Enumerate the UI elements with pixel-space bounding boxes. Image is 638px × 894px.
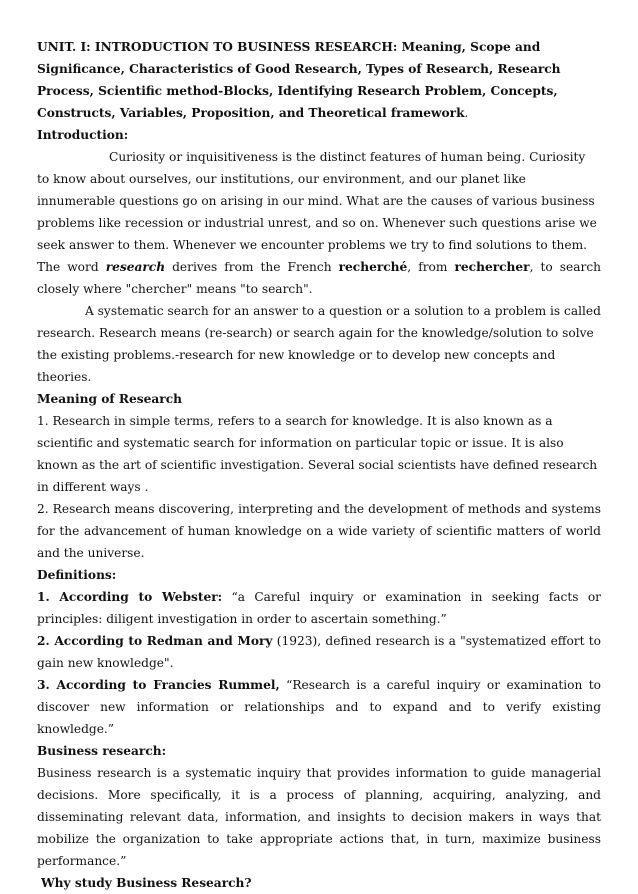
etymology-mid1: derives from the French bbox=[165, 260, 339, 274]
why-study-heading: Why study Business Research? bbox=[41, 876, 252, 890]
unit-heading-main: UNIT. I: INTRODUCTION TO BUSINESS RESEARCH: Meaning, Scope and Significance, Characteristics of Good Research, Types of Research, Research Process, Scientific method-Blocks, Identifying Research Problem, Concepts, Constructs, Variables, Proposition, and Theoretical framework bbox=[37, 40, 561, 120]
etymology-paragraph bbox=[37, 256, 601, 300]
definitions-heading: Definitions: bbox=[37, 568, 117, 582]
business-research-heading: Business research: bbox=[37, 744, 167, 758]
definition-redman-mory bbox=[37, 630, 601, 674]
definition-webster-text: “a Careful inquiry or examination in seeking facts or principles: diligent investigation in order to ascertain something.” bbox=[37, 590, 601, 626]
definition-rummel bbox=[37, 674, 601, 740]
definition-redman-mory-text: (1923), defined research is a "systematized effort to gain new knowledge". bbox=[37, 634, 602, 670]
business-research-paragraph: Business research is a systematic inquiry that provides information to guide managerial decisions. More specifically, it is a process of planning, acquiring, analyzing, and disseminating relevant data, information, and insights to decision makers in ways that mobilize the organization to take appropriate actions that, in turn, maximize business performance.” bbox=[37, 766, 601, 868]
unit-heading bbox=[37, 36, 601, 124]
systematic-search-paragraph: A systematic search for an answer to a question or a solution to a problem is called research. Research means (re-search) or search again for the knowledge/solution to solve the existing problems.-research for new knowledge or to develop new concepts and theories. bbox=[37, 304, 601, 384]
unit-heading-tail: . bbox=[464, 106, 469, 120]
etymology-term-rechercher: rechercher bbox=[454, 260, 530, 274]
meaning-heading: Meaning of Research bbox=[37, 392, 182, 406]
introduction-heading: Introduction: bbox=[37, 128, 129, 142]
meaning-item-1: 1. Research in simple terms, refers to a search for knowledge. It is also known as a scientific and systematic search for information on particular topic or issue. It is also known as the art of scientific investigation. Several social scientists have defined research in different ways . bbox=[37, 414, 598, 494]
etymology-term-research: research bbox=[105, 260, 166, 274]
etymology-suffix: , to search closely where "chercher" means "to search". bbox=[37, 260, 602, 296]
introduction-paragraph: Curiosity or inquisitiveness is the distinct features of human being. Curiosity to know about ourselves, our institutions, our environment, and our planet like innumerable questions go on arising in our mind. What are the causes of various business problems like recession or industrial unrest, and so on. Whenever such questions arise we seek answer to them. Whenever we encounter problems we try to find solutions to them. bbox=[37, 150, 597, 252]
definition-rummel-label: 3. According to Francies Rummel, bbox=[37, 678, 280, 692]
etymology-term-recherche: recherché bbox=[338, 260, 408, 274]
etymology-prefix: The word bbox=[37, 260, 106, 274]
definition-rummel-text: “Research is a careful inquiry or examination to discover new information or relationships and to expand and to verify existing knowledge.” bbox=[37, 678, 601, 736]
definition-webster bbox=[37, 586, 601, 630]
definition-webster-label: 1. According to Webster: bbox=[37, 590, 223, 604]
definition-redman-mory-label: 2. According to Redman and Mory bbox=[37, 634, 273, 648]
etymology-mid2: , from bbox=[407, 260, 455, 274]
meaning-item-2: 2. Research means discovering, interpreting and the development of methods and systems for the advancement of human knowledge on a wide variety of scientific matters of world and the universe. bbox=[37, 502, 601, 560]
